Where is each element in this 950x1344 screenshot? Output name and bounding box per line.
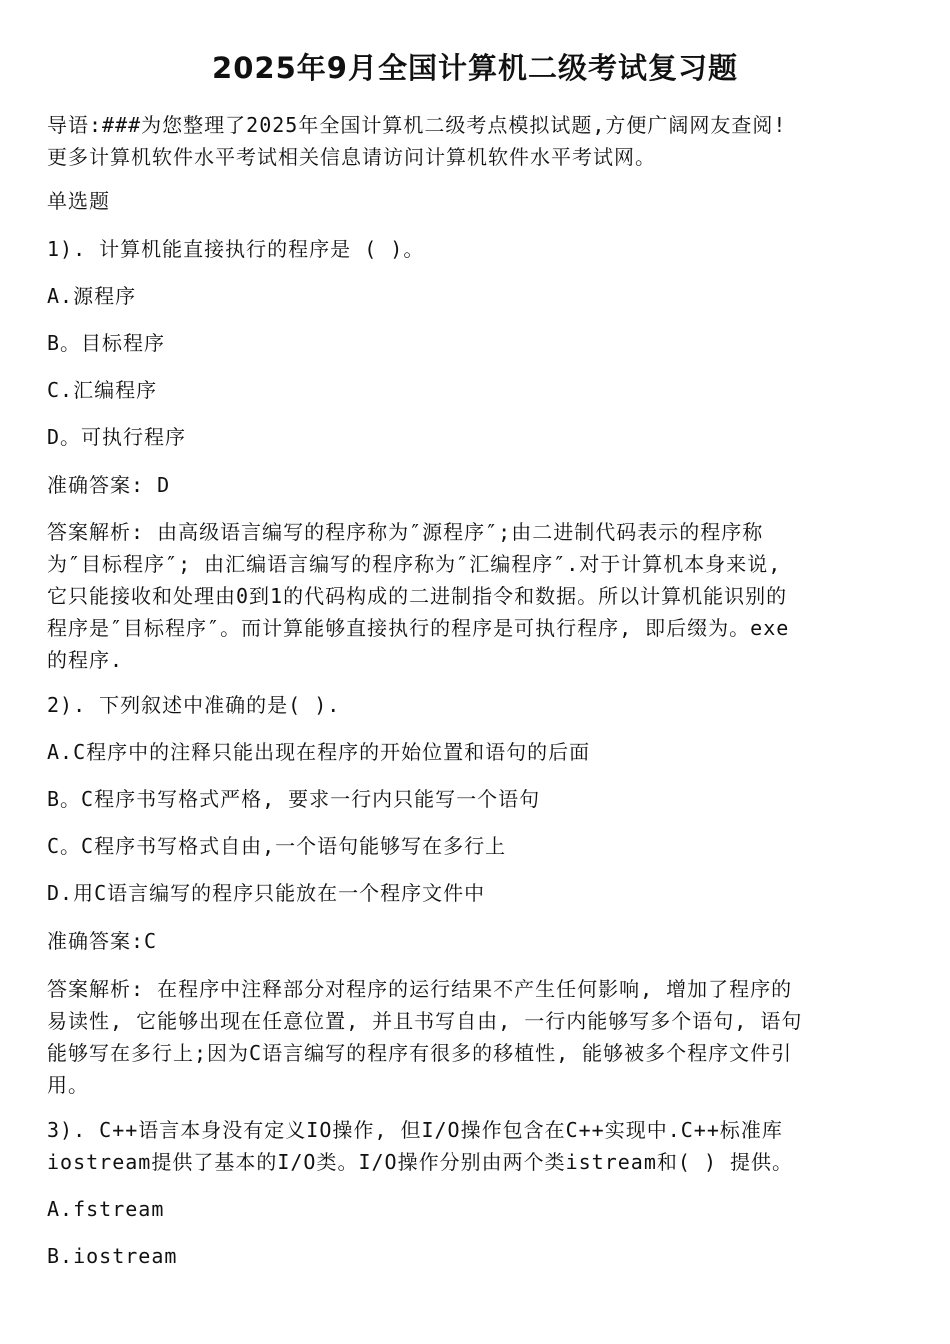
q1-analysis-line-1: 答案解析: 由高级语言编写的程序称为″源程序″;由二进制代码表示的程序称 bbox=[47, 520, 764, 544]
q2-analysis-line-4: 用。 bbox=[47, 1073, 89, 1097]
q2-analysis-line-1: 答案解析: 在程序中注释部分对程序的运行结果不产生任何影响, 增加了程序的 bbox=[47, 977, 793, 1001]
q1-stem: 1). 计算机能直接执行的程序是 ( )。 bbox=[47, 237, 425, 261]
intro-line-2: 更多计算机软件水平考试相关信息请访问计算机软件水平考试网。 bbox=[47, 145, 656, 169]
q2-stem: 2). 下列叙述中准确的是( ). bbox=[47, 693, 341, 717]
q1-option-b: B。目标程序 bbox=[47, 331, 166, 355]
q2-option-d: D.用C语言编写的程序只能放在一个程序文件中 bbox=[47, 881, 486, 905]
q3-option-a: A.fstream bbox=[47, 1197, 165, 1221]
q2-option-b: B。C程序书写格式严格, 要求一行内只能写一个语句 bbox=[47, 787, 541, 811]
q1-answer: 准确答案: D bbox=[47, 473, 171, 497]
intro-line-1: 导语:###为您整理了2025年全国计算机二级考点模拟试题,方便广阔网友查阅! bbox=[47, 113, 787, 137]
q3-stem-line-2: iostream提供了基本的I/O类。I/O操作分别由两个类istream和( ) 提供。 bbox=[47, 1150, 794, 1174]
q2-analysis-line-3: 能够写在多行上;因为C语言编写的程序有很多的移植性, 能够被多个程序文件引 bbox=[47, 1041, 793, 1065]
section-heading: 单选题 bbox=[47, 189, 110, 213]
q1-option-c: C.汇编程序 bbox=[47, 378, 158, 402]
q3-option-b: B.iostream bbox=[47, 1244, 178, 1268]
document-title: 2025年9月全国计算机二级考试复习题 bbox=[212, 51, 738, 85]
q1-option-a: A.源程序 bbox=[47, 284, 137, 308]
q2-option-c: C。C程序书写格式自由,一个语句能够写在多行上 bbox=[47, 834, 507, 858]
q1-analysis-line-4: 程序是″目标程序″。而计算能够直接执行的程序是可执行程序, 即后缀为。exe bbox=[47, 616, 790, 640]
q1-analysis-line-3: 它只能接收和处理由0到1的代码构成的二进制指令和数据。所以计算机能识别的 bbox=[47, 584, 788, 608]
q1-analysis-line-5: 的程序. bbox=[47, 648, 124, 672]
q2-analysis-line-2: 易读性, 它能够出现在任意位置, 并且书写自由, 一行内能够写多个语句, 语句 bbox=[47, 1009, 803, 1033]
q1-option-d: D。可执行程序 bbox=[47, 425, 187, 449]
q2-option-a: A.C程序中的注释只能出现在程序的开始位置和语句的后面 bbox=[47, 740, 591, 764]
q2-answer: 准确答案:C bbox=[47, 929, 158, 953]
q3-stem-line-1: 3). C++语言本身没有定义IO操作, 但I/O操作包含在C++实现中.C++标准库 bbox=[47, 1118, 783, 1142]
q1-analysis-line-2: 为″目标程序″; 由汇编语言编写的程序称为″汇编程序″.对于计算机本身来说, bbox=[47, 552, 782, 576]
